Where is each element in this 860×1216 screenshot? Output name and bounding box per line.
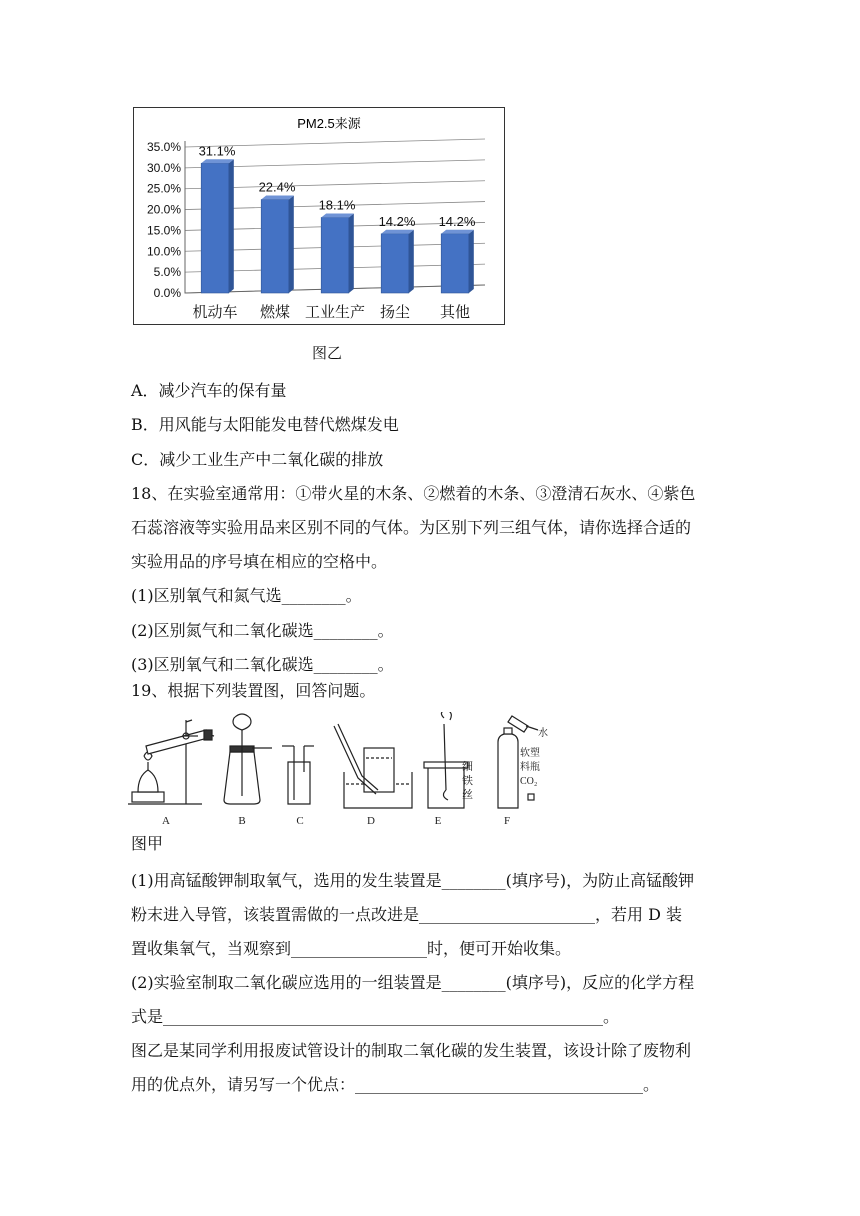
q19-line-5: 式是_______________________________________________________。	[131, 1007, 620, 1026]
chart-x-tick-label: 工业生产	[304, 303, 366, 321]
apparatus-figure	[126, 712, 566, 832]
apparatus-label-a: A	[162, 815, 170, 827]
chart-value-label: 31.1%	[198, 143, 236, 159]
chart-bar	[321, 217, 349, 293]
q19-line-7: 用的优点外，请另写一个优点：____________________________________。	[131, 1075, 660, 1094]
chart-y-tick-label: 15.0%	[146, 223, 181, 238]
chart-bar-top	[441, 230, 474, 234]
q18-line-3: 实验用品的序号填在相应的空格中。	[131, 552, 388, 571]
apparatus-label-b: B	[238, 815, 246, 827]
chart-bar	[381, 234, 409, 293]
chart-bar	[261, 200, 289, 293]
q19-line-1: (1)用高锰酸钾制取氧气，选用的发生装置是________(填序号)，为防止高锰酸钾	[131, 871, 695, 890]
chart-bar-side	[469, 230, 474, 293]
q18-sub-3: (3)区别氧气和二氧化碳选________。	[131, 655, 394, 674]
q18-sub-1: (1)区别氧气和氮气选________。	[131, 586, 362, 605]
chart-caption: 图乙	[312, 344, 343, 362]
q18-line-1: 18、在实验室通常用：①带火星的木条、②燃着的木条、③澄清石灰水、④紫色	[131, 484, 696, 503]
apparatus-drawing	[126, 712, 566, 832]
chart-x-tick-label: 机动车	[192, 303, 238, 321]
apparatus-label-f: F	[503, 815, 511, 827]
chart-value-label: 22.4%	[258, 179, 296, 195]
figure-a-caption: 图甲	[131, 834, 164, 853]
q19-line-4: (2)实验室制取二氧化碳应选用的一组装置是________(填序号)，反应的化学方程	[131, 973, 695, 992]
chart-bar	[201, 163, 229, 293]
chart-x-tick-label: 其他	[439, 303, 471, 321]
chart-bar-side	[409, 230, 414, 293]
f-label-co2: CO₂	[520, 776, 538, 787]
q19-line-3: 置收集氧气，当观察到_________________时，便可开始收集。	[131, 939, 572, 958]
chart-y-tick-label: 30.0%	[146, 160, 181, 175]
chart-x-tick-label: 扬尘	[379, 303, 411, 321]
chart-y-tick-label: 20.0%	[146, 202, 181, 217]
option-a: A．减少汽车的保有量	[131, 381, 287, 400]
apparatus-c	[282, 746, 314, 804]
chart-bar-top	[201, 159, 234, 163]
pm25-bar-chart-svg	[133, 107, 505, 325]
chart-value-label: 14.2%	[438, 213, 476, 229]
option-c: C．减少工业生产中二氧化碳的排放	[131, 450, 384, 469]
chart-value-label: 14.2%	[378, 213, 416, 229]
chart-bar-top	[381, 230, 414, 234]
chart-value-label: 18.1%	[318, 197, 356, 213]
chart-y-tick-label: 35.0%	[146, 140, 181, 154]
e-label-2: 铁	[462, 775, 473, 787]
q19-intro: 19、根据下列装置图，回答问题。	[131, 681, 376, 700]
e-label-1: 细	[462, 761, 473, 773]
pm25-chart	[133, 107, 505, 325]
chart-x-tick-label: 燃煤	[259, 303, 291, 321]
chart-bar-side	[289, 196, 294, 293]
q18-sub-2: (2)区别氮气和二氧化碳选________。	[131, 621, 394, 640]
apparatus-label-d: D	[367, 815, 375, 827]
chart-y-tick-label: 5.0%	[153, 265, 181, 280]
chart-bar-top	[321, 213, 354, 217]
apparatus-b	[224, 714, 272, 804]
apparatus-label-e: E	[434, 815, 442, 827]
chart-title: PM2.5来源	[297, 116, 361, 131]
f-label-2: 料瓶	[520, 762, 540, 773]
q18-line-2: 石蕊溶液等实验用品来区别不同的气体。为区别下列三组气体，请你选择合适的	[131, 518, 692, 537]
q19-line-6: 图乙是某同学利用报废试管设计的制取二氧化碳的发生装置，该设计除了废物利	[131, 1041, 692, 1060]
apparatus-label-c: C	[296, 815, 304, 827]
option-b: B．用风能与太阳能发电替代燃煤发电	[131, 415, 399, 434]
f-label-water: 水	[538, 728, 548, 739]
chart-bar-top	[261, 196, 294, 200]
apparatus-a	[128, 720, 214, 804]
q19-line-2: 粉末进入导管，该装置需做的一点改进是______________________，若用 D 装	[131, 905, 683, 924]
chart-y-tick-label: 25.0%	[146, 181, 181, 196]
e-label-3: 丝	[462, 789, 473, 801]
chart-y-tick-label: 0.0%	[153, 286, 181, 300]
chart-y-tick-label: 10.0%	[146, 244, 181, 259]
f-label-1: 软塑	[520, 748, 540, 759]
apparatus-d	[334, 724, 412, 808]
chart-bar-side	[349, 213, 354, 293]
chart-bar	[441, 234, 469, 293]
chart-bar-side	[229, 159, 234, 293]
